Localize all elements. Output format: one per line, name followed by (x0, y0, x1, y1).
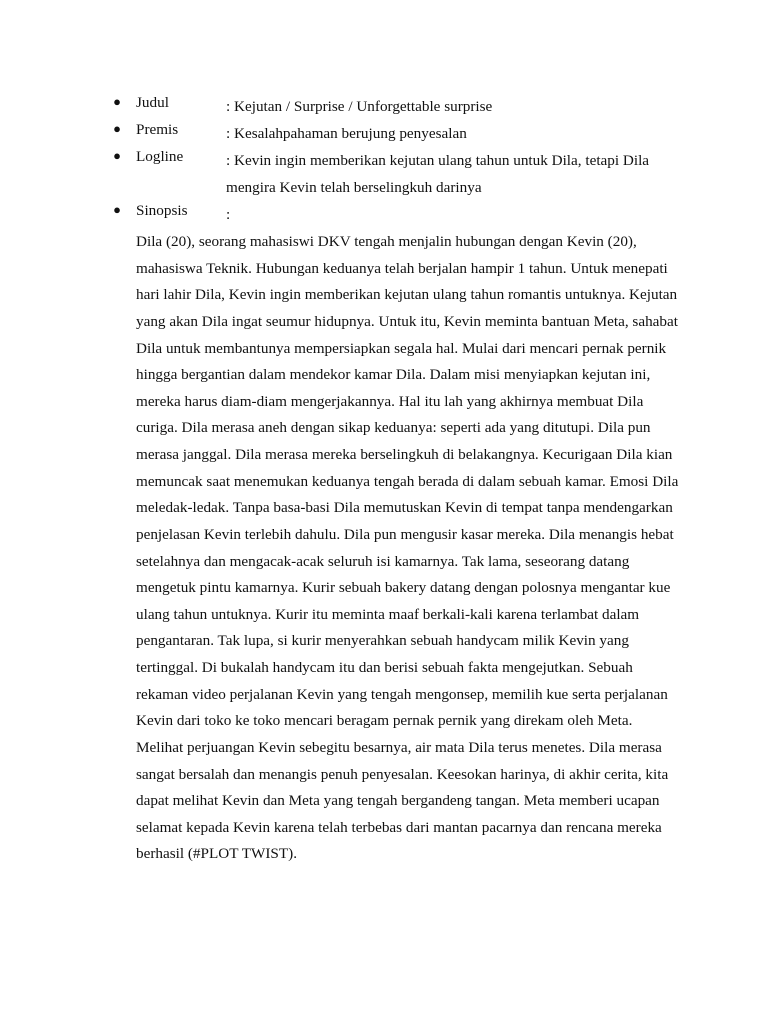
synopsis-line: selamat kepada Kevin karena telah terbebas dari mantan pacarnya dan rencana mereka (136, 818, 662, 836)
synopsis-line: Dila untuk membantunya mempersiapkan segala hal. Mulai dari mencari pernak pernik (136, 339, 667, 357)
synopsis-line: mengetuk pintu kamarnya. Kurir sebuah bakery datang dengan polosnya mengantar kue (136, 579, 671, 597)
field-label: Sinopsis (136, 202, 188, 219)
field-value: : (226, 206, 231, 223)
synopsis-line: sangat bersalah dan menangis penuh penyesalan. Keesokan harinya, di akhir cerita, kita (136, 765, 669, 783)
synopsis-line: penjelasan Kevin terlebih dahulu. Dila pun mengusir kasar mereka. Dila menangis hebat (136, 525, 674, 543)
synopsis-line: mahasiswa Teknik. Hubungan keduanya telah berjalan hampir 1 tahun. Untuk menepati (136, 259, 668, 277)
field-value: : Kevin ingin memberikan kejutan ulang tahun untuk Dila, tetapi Dila mengira Kevin telah berselingkuh darinya (226, 152, 650, 196)
bullet-icon: ● (113, 94, 121, 109)
field-label: Premis (136, 121, 179, 138)
synopsis-line: curiga. Dila merasa aneh dengan sikap keduanya: seperti ada yang ditutupi. Dila pun (136, 419, 651, 437)
synopsis-line: berhasil (#PLOT TWIST). (136, 845, 297, 863)
field-value: : Kesalahpahaman berujung penyesalan (226, 125, 467, 142)
synopsis-line: meledak-ledak. Tanpa basa-basi Dila memutuskan Kevin di tempat tanpa mendengarkan (136, 499, 673, 517)
bullet-icon: ● (113, 121, 121, 136)
synopsis-line: setelahnya dan mengacak-acak seluruh isi kamarnya. Tak lama, seseorang datang (136, 552, 630, 570)
synopsis-line: Melihat perjuangan Kevin sebegitu besarnya, air mata Dila terus menetes. Dila merasa (136, 738, 662, 756)
field-label: Logline (136, 148, 184, 165)
synopsis-line: tertinggal. Di bukalah handycam itu dan berisi sebuah fakta mengejutkan. Sebuah (136, 659, 633, 676)
synopsis-line: ulang tahun untuknya. Kurir itu meminta maaf berkali-kali karena terlambat dalam (136, 605, 640, 623)
synopsis-line: merasa janggal. Dila merasa mereka berselingkuh di belakangnya. Kecurigaan Dila kian (136, 446, 673, 463)
bullet-icon: ● (113, 202, 121, 217)
bullet-icon: ● (113, 148, 121, 163)
field-label: Judul (136, 94, 169, 111)
synopsis-line: mereka harus diam-diam mengerjakannya. Hal itu lah yang akhirnya membuat Dila (136, 392, 644, 410)
synopsis-line: dapat melihat Kevin dan Meta yang tengah bergandeng tangan. Meta memberi ucapan (136, 792, 660, 810)
synopsis-line: yang akan Dila ingat seumur hidupnya. Untuk itu, Kevin meminta bantuan Meta, sahabat (136, 312, 678, 330)
synopsis-line: rekaman video perjalanan Kevin yang tengah mengonsep, memilih kue serta perjalanan (136, 685, 668, 703)
field-value: : Kejutan / Surprise / Unforgettable surprise (226, 98, 493, 115)
synopsis-paragraph (136, 229, 679, 868)
synopsis-line: hingga bergantian dalam mendekor kamar Dila. Dalam misi menyiapkan kejutan ini, (136, 366, 651, 384)
synopsis-line: hari lahir Dila, Kevin ingin memberikan kejutan ulang tahun romantis untuknya. Kejutan (136, 286, 678, 304)
synopsis-line: Dila (20), seorang mahasiswi DKV tengah menjalin hubungan dengan Kevin (20), (136, 233, 637, 250)
synopsis-line: pengantaran. Tak lupa, si kurir menyerahkan sebuah handycam milik Kevin yang (136, 632, 629, 650)
synopsis-line: memuncak saat menemukan keduanya tengah berada di dalam sebuah kamar. Emosi Dila (136, 472, 679, 490)
synopsis-line: Kevin dari toko ke toko mencari beragam pernak pernik yang direkam oleh Meta. (136, 712, 633, 730)
